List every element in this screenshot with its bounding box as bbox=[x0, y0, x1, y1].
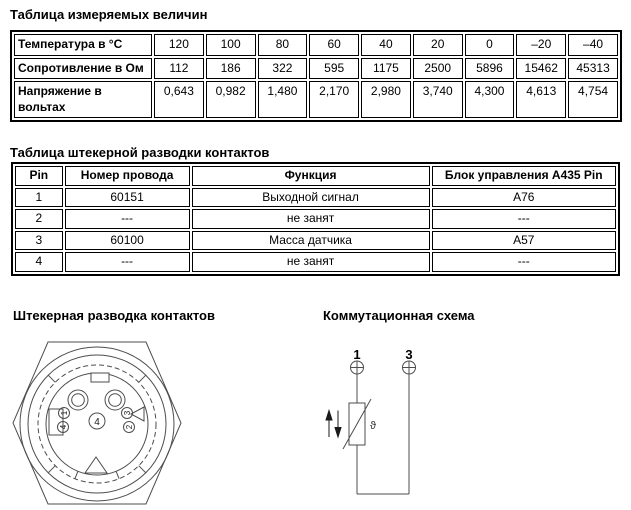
value-cell: 186 bbox=[206, 58, 256, 80]
value-cell: 100 bbox=[206, 34, 256, 56]
value-cell: 0 bbox=[465, 34, 515, 56]
value-cell: 322 bbox=[258, 58, 308, 80]
table-row bbox=[15, 188, 616, 208]
header-cell: Номер провода bbox=[65, 166, 190, 186]
table-row bbox=[15, 231, 616, 251]
table-row bbox=[14, 58, 618, 80]
resistance-label-cell: Сопротивление в Ом bbox=[14, 58, 152, 80]
pin-4-number: 4 bbox=[58, 424, 68, 430]
value-cell: 0,643 bbox=[154, 81, 204, 118]
voltage-label-cell: Напряжение в вольтах bbox=[14, 81, 152, 118]
ecu-pin-cell: A76 bbox=[432, 188, 616, 208]
table-row bbox=[14, 81, 618, 118]
pin-assignment-table bbox=[11, 162, 620, 276]
function-cell: не занят bbox=[192, 209, 430, 229]
terminal-1-label: 1 bbox=[353, 347, 361, 362]
pin-assignment-table-title: Таблица штекерной разводки контактов bbox=[10, 145, 270, 160]
value-cell: –20 bbox=[516, 34, 566, 56]
connector-layout-title: Штекерная разводка контактов bbox=[13, 308, 215, 323]
wire-cell: --- bbox=[65, 209, 190, 229]
pin-cell: 1 bbox=[15, 188, 63, 208]
header-cell: Функция bbox=[192, 166, 430, 186]
value-cell: 3,740 bbox=[413, 81, 463, 118]
value-cell: 80 bbox=[258, 34, 308, 56]
pin-cell: 4 bbox=[15, 252, 63, 272]
function-cell: Масса датчика bbox=[192, 231, 430, 251]
down-arrow-head bbox=[335, 428, 341, 438]
wire-cell: --- bbox=[65, 252, 190, 272]
value-cell: 15462 bbox=[516, 58, 566, 80]
up-arrow-head bbox=[326, 411, 332, 421]
pin-3-number: 3 bbox=[122, 410, 132, 416]
value-cell: 120 bbox=[154, 34, 204, 56]
ecu-pin-cell: --- bbox=[432, 252, 616, 272]
value-cell: 20 bbox=[413, 34, 463, 56]
value-cell: 5896 bbox=[465, 58, 515, 80]
header-cell: Блок управления A435 Pin bbox=[432, 166, 616, 186]
function-cell: Выходной сигнал bbox=[192, 188, 430, 208]
value-cell: 2,980 bbox=[361, 81, 411, 118]
temperature-label-cell: Температура в °С bbox=[14, 34, 152, 56]
value-cell: 0,982 bbox=[206, 81, 256, 118]
value-cell: 2500 bbox=[413, 58, 463, 80]
header-cell: Pin bbox=[15, 166, 63, 186]
pin-cell: 2 bbox=[15, 209, 63, 229]
circuit-diagram-title: Коммутационная схема bbox=[323, 308, 475, 323]
value-cell: 4,300 bbox=[465, 81, 515, 118]
value-cell: 595 bbox=[309, 58, 359, 80]
connector-face-drawing bbox=[0, 330, 200, 510]
measured-values-title: Таблица измеряемых величин bbox=[10, 7, 208, 22]
value-cell: 2,170 bbox=[309, 81, 359, 118]
value-cell: 4,754 bbox=[568, 81, 618, 118]
terminal-3-label: 3 bbox=[405, 347, 413, 362]
value-cell: –40 bbox=[568, 34, 618, 56]
table-row bbox=[14, 34, 618, 56]
measured-values-table bbox=[10, 30, 622, 122]
center-label: 4 bbox=[94, 416, 100, 428]
value-cell: 45313 bbox=[568, 58, 618, 80]
table-row bbox=[15, 252, 616, 272]
ecu-pin-cell: A57 bbox=[432, 231, 616, 251]
value-cell: 1,480 bbox=[258, 81, 308, 118]
keyway-notch bbox=[91, 373, 109, 382]
value-cell: 60 bbox=[309, 34, 359, 56]
value-cell: 4,613 bbox=[516, 81, 566, 118]
pin-1-number: 1 bbox=[59, 410, 69, 416]
temperature-arrows bbox=[326, 411, 341, 438]
theta-label: ϑ bbox=[370, 420, 377, 432]
wire-cell: 60151 bbox=[65, 188, 190, 208]
pin-2-number: 2 bbox=[124, 424, 134, 430]
function-cell: не занят bbox=[192, 252, 430, 272]
table-row bbox=[15, 209, 616, 229]
circuit-diagram bbox=[310, 330, 450, 510]
value-cell: 1175 bbox=[361, 58, 411, 80]
wire-cell: 60100 bbox=[65, 231, 190, 251]
value-cell: 40 bbox=[361, 34, 411, 56]
ecu-pin-cell: --- bbox=[432, 209, 616, 229]
pin-cell: 3 bbox=[15, 231, 63, 251]
table-header-row bbox=[15, 166, 616, 186]
value-cell: 112 bbox=[154, 58, 204, 80]
